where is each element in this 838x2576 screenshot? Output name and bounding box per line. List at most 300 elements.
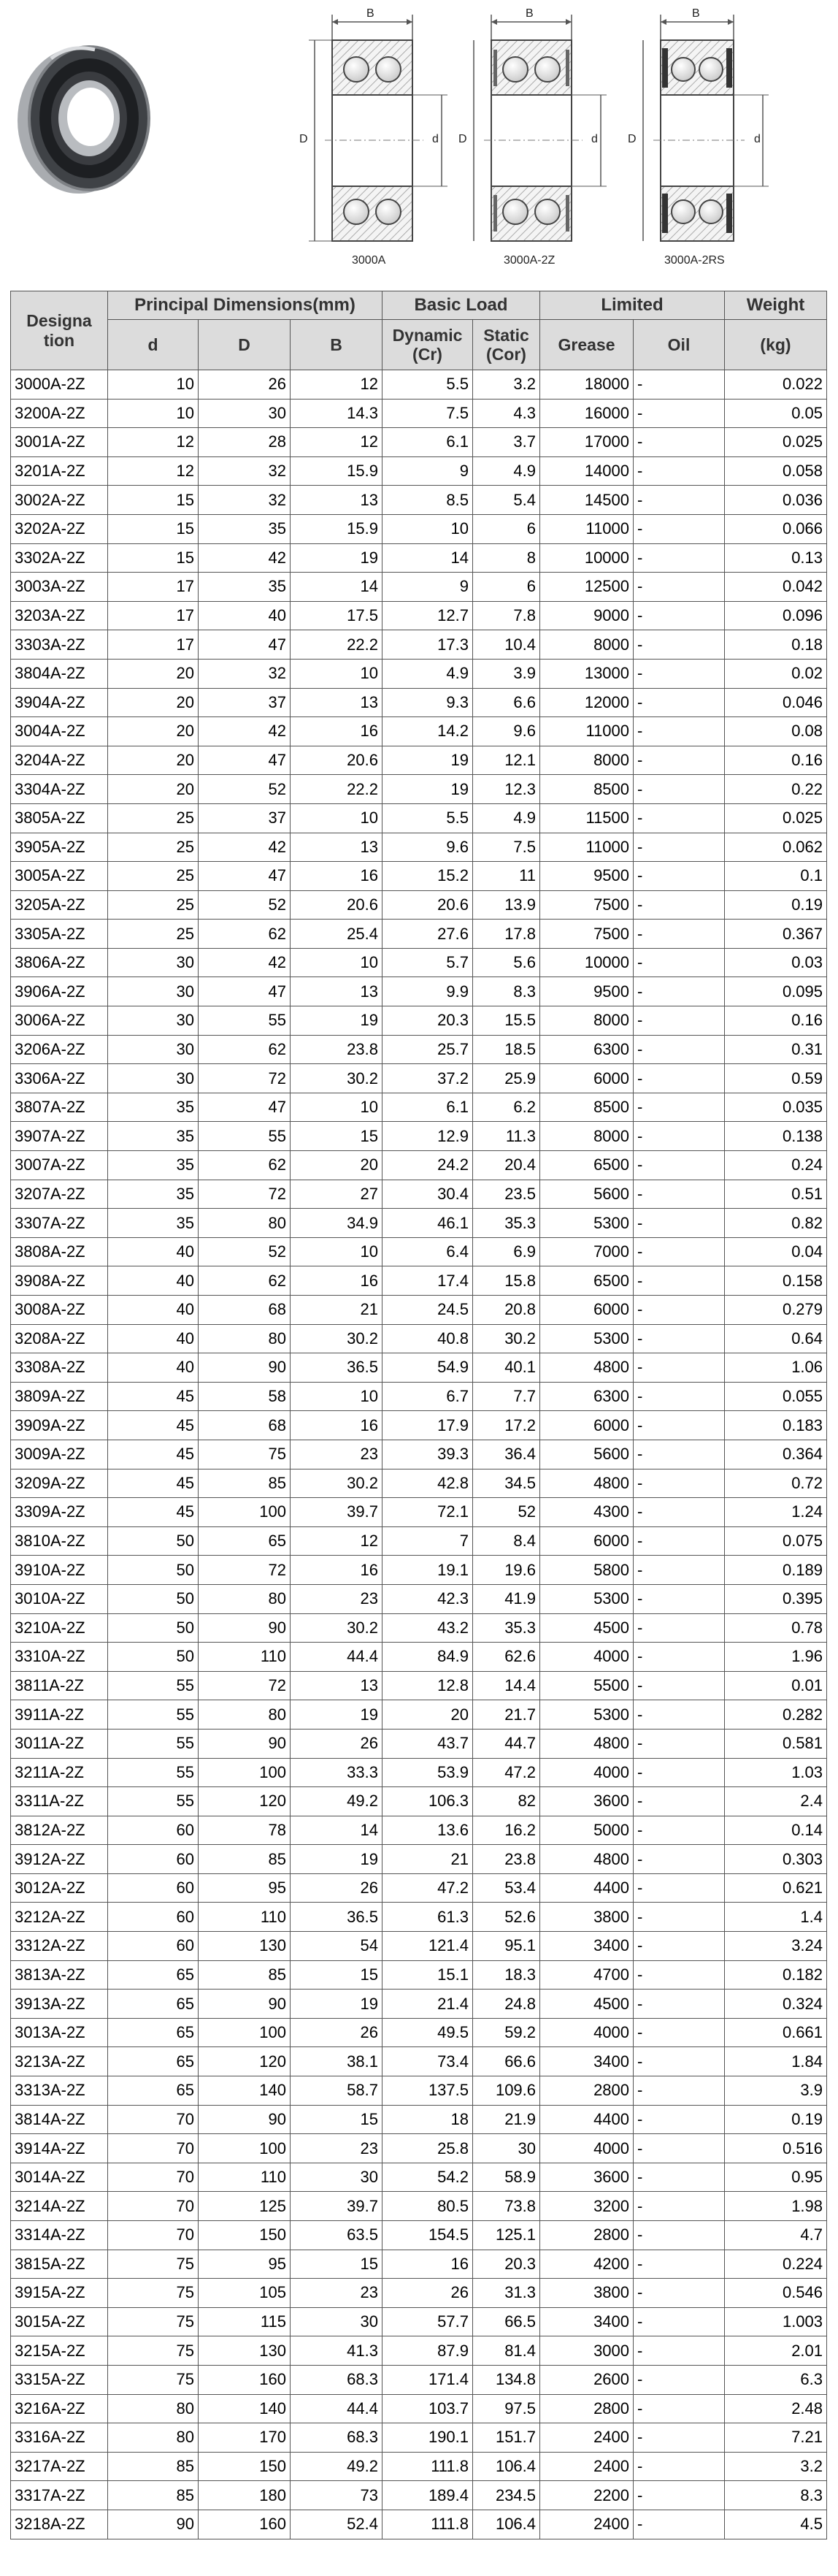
- cell-static: 25.9: [473, 1064, 540, 1093]
- cell-dynamic: 80.5: [383, 2192, 473, 2221]
- cell-weight: 0.16: [725, 746, 827, 775]
- cell-D: 100: [199, 2018, 291, 2047]
- cell-weight: 0.367: [725, 920, 827, 949]
- cell-static: 66.6: [473, 2047, 540, 2076]
- cell-D: 68: [199, 1411, 291, 1440]
- cell-d: 70: [108, 2192, 199, 2221]
- cell-grease: 3200: [540, 2192, 634, 2221]
- cell-static: 18.5: [473, 1035, 540, 1064]
- cell-d: 40: [108, 1266, 199, 1296]
- cell-designation: 3312A-2Z: [11, 1932, 108, 1961]
- cell-dynamic: 106.3: [383, 1787, 473, 1816]
- cell-oil: -: [634, 2452, 725, 2481]
- cell-static: 4.9: [473, 456, 540, 486]
- cell-dynamic: 21.4: [383, 1990, 473, 2019]
- cell-static: 53.4: [473, 1873, 540, 1903]
- bearing-illustration: [0, 0, 838, 288]
- cell-dynamic: 24.5: [383, 1296, 473, 1325]
- cell-weight: 0.096: [725, 601, 827, 630]
- cell-designation: 3809A-2Z: [11, 1382, 108, 1411]
- cell-designation: 3913A-2Z: [11, 1990, 108, 2019]
- cell-D: 160: [199, 2365, 291, 2394]
- cell-static: 11: [473, 862, 540, 891]
- cell-dynamic: 30.4: [383, 1180, 473, 1209]
- cell-designation: 3806A-2Z: [11, 948, 108, 977]
- cell-oil: -: [634, 1556, 725, 1585]
- cell-designation: 3010A-2Z: [11, 1584, 108, 1613]
- table-row: [11, 514, 827, 543]
- cell-B: 52.4: [291, 2510, 383, 2539]
- cell-oil: -: [634, 1671, 725, 1700]
- cell-oil: -: [634, 370, 725, 400]
- cell-B: 34.9: [291, 1209, 383, 1238]
- cell-grease: 5500: [540, 1671, 634, 1700]
- cell-designation: 3003A-2Z: [11, 573, 108, 602]
- table-row: [11, 1469, 827, 1498]
- cell-d: 55: [108, 1758, 199, 1787]
- cell-dynamic: 54.9: [383, 1353, 473, 1383]
- cell-D: 47: [199, 746, 291, 775]
- cell-weight: 0.058: [725, 456, 827, 486]
- cell-weight: 1.4: [725, 1903, 827, 1932]
- cell-d: 50: [108, 1584, 199, 1613]
- cell-oil: -: [634, 1006, 725, 1036]
- cell-oil: -: [634, 2192, 725, 2221]
- cell-weight: 0.025: [725, 428, 827, 457]
- cell-D: 85: [199, 1845, 291, 1874]
- cell-D: 78: [199, 1816, 291, 1845]
- cell-oil: -: [634, 2394, 725, 2423]
- cell-grease: 6300: [540, 1382, 634, 1411]
- cell-weight: 0.364: [725, 1440, 827, 1469]
- header-weight: Weight: [725, 291, 827, 320]
- cell-B: 38.1: [291, 2047, 383, 2076]
- cell-grease: 3800: [540, 1903, 634, 1932]
- table-row: [11, 1729, 827, 1758]
- cell-grease: 3600: [540, 2163, 634, 2192]
- cell-dynamic: 19.1: [383, 1556, 473, 1585]
- cell-designation: 3206A-2Z: [11, 1035, 108, 1064]
- cell-designation: 3815A-2Z: [11, 2250, 108, 2279]
- cell-static: 30: [473, 2134, 540, 2163]
- cell-B: 10: [291, 1382, 383, 1411]
- cell-weight: 4.7: [725, 2221, 827, 2250]
- cell-oil: -: [634, 659, 725, 688]
- cell-weight: 0.51: [725, 1180, 827, 1209]
- cell-dynamic: 16: [383, 2250, 473, 2279]
- cell-grease: 2600: [540, 2365, 634, 2394]
- cell-grease: 6300: [540, 1035, 634, 1064]
- table-row: [11, 1498, 827, 1527]
- cell-B: 58.7: [291, 2076, 383, 2106]
- cell-oil: -: [634, 1584, 725, 1613]
- table-row: [11, 370, 827, 400]
- table-row: [11, 1643, 827, 1672]
- cell-static: 234.5: [473, 2481, 540, 2510]
- dim-label-B: B: [526, 7, 534, 20]
- cell-oil: -: [634, 833, 725, 862]
- table-row: [11, 2394, 827, 2423]
- cell-oil: -: [634, 573, 725, 602]
- cell-static: 18.3: [473, 1960, 540, 1990]
- table-row: [11, 659, 827, 688]
- cell-grease: 4400: [540, 2105, 634, 2134]
- table-row: [11, 977, 827, 1006]
- cell-weight: 0.82: [725, 1209, 827, 1238]
- cell-B: 16: [291, 862, 383, 891]
- cell-dynamic: 12.7: [383, 601, 473, 630]
- cell-designation: 3316A-2Z: [11, 2423, 108, 2453]
- cell-grease: 11000: [540, 833, 634, 862]
- cell-static: 134.8: [473, 2365, 540, 2394]
- cell-B: 36.5: [291, 1353, 383, 1383]
- cell-D: 95: [199, 1873, 291, 1903]
- cell-B: 22.2: [291, 630, 383, 660]
- cell-designation: 3309A-2Z: [11, 1498, 108, 1527]
- cell-designation: 3013A-2Z: [11, 2018, 108, 2047]
- header-grease: Grease: [540, 320, 634, 370]
- cell-oil: -: [634, 2250, 725, 2279]
- cell-B: 12: [291, 1526, 383, 1556]
- cell-weight: 0.31: [725, 1035, 827, 1064]
- table-row: [11, 2279, 827, 2308]
- cell-B: 63.5: [291, 2221, 383, 2250]
- cell-D: 42: [199, 717, 291, 746]
- cell-dynamic: 42.8: [383, 1469, 473, 1498]
- cell-d: 60: [108, 1932, 199, 1961]
- table-row: [11, 428, 827, 457]
- cell-oil: -: [634, 1613, 725, 1643]
- cell-oil: -: [634, 890, 725, 920]
- cell-static: 109.6: [473, 2076, 540, 2106]
- cell-B: 54: [291, 1932, 383, 1961]
- cell-B: 73: [291, 2481, 383, 2510]
- cell-B: 23.8: [291, 1035, 383, 1064]
- cell-dynamic: 6.4: [383, 1237, 473, 1266]
- cell-B: 25.4: [291, 920, 383, 949]
- cell-d: 20: [108, 688, 199, 717]
- cell-d: 85: [108, 2481, 199, 2510]
- cell-grease: 4000: [540, 1758, 634, 1787]
- cell-D: 72: [199, 1671, 291, 1700]
- cell-D: 62: [199, 1266, 291, 1296]
- cell-grease: 6000: [540, 1064, 634, 1093]
- cell-d: 65: [108, 1960, 199, 1990]
- cell-B: 13: [291, 688, 383, 717]
- cell-dynamic: 154.5: [383, 2221, 473, 2250]
- cell-dynamic: 171.4: [383, 2365, 473, 2394]
- cell-static: 3.2: [473, 370, 540, 400]
- cell-d: 20: [108, 659, 199, 688]
- cell-B: 23: [291, 1440, 383, 1469]
- cell-grease: 4200: [540, 2250, 634, 2279]
- cell-d: 25: [108, 803, 199, 833]
- cell-D: 62: [199, 920, 291, 949]
- cell-designation: 3912A-2Z: [11, 1845, 108, 1874]
- cell-grease: 2400: [540, 2452, 634, 2481]
- cell-oil: -: [634, 2365, 725, 2394]
- cell-weight: 0.183: [725, 1411, 827, 1440]
- dim-label-D: D: [458, 133, 467, 145]
- cell-grease: 10000: [540, 948, 634, 977]
- cell-grease: 4000: [540, 2018, 634, 2047]
- cell-designation: 3203A-2Z: [11, 601, 108, 630]
- cell-D: 32: [199, 456, 291, 486]
- cell-dynamic: 46.1: [383, 1209, 473, 1238]
- cell-D: 90: [199, 2105, 291, 2134]
- cell-designation: 3212A-2Z: [11, 1903, 108, 1932]
- cell-B: 44.4: [291, 2394, 383, 2423]
- cell-d: 55: [108, 1729, 199, 1758]
- cell-B: 15: [291, 1960, 383, 1990]
- cell-dynamic: 121.4: [383, 1932, 473, 1961]
- table-row: [11, 1064, 827, 1093]
- dim-label-D: D: [299, 133, 308, 145]
- cell-grease: 7500: [540, 920, 634, 949]
- table-row: [11, 1180, 827, 1209]
- cell-designation: 3216A-2Z: [11, 2394, 108, 2423]
- cell-D: 120: [199, 2047, 291, 2076]
- table-row: [11, 688, 827, 717]
- cell-oil: -: [634, 543, 725, 573]
- table-row: [11, 1440, 827, 1469]
- cell-B: 12: [291, 428, 383, 457]
- cell-D: 80: [199, 1324, 291, 1353]
- cell-grease: 9500: [540, 977, 634, 1006]
- cell-d: 25: [108, 920, 199, 949]
- cell-static: 23.5: [473, 1180, 540, 1209]
- cell-B: 13: [291, 486, 383, 515]
- cell-d: 55: [108, 1671, 199, 1700]
- cell-B: 16: [291, 1266, 383, 1296]
- cell-D: 80: [199, 1700, 291, 1730]
- cell-designation: 3002A-2Z: [11, 486, 108, 515]
- cell-grease: 3600: [540, 1787, 634, 1816]
- cell-d: 30: [108, 1035, 199, 1064]
- drawing-caption: 3000A-2RS: [664, 254, 725, 267]
- cell-oil: -: [634, 1093, 725, 1122]
- cell-dynamic: 6.1: [383, 428, 473, 457]
- cell-weight: 0.042: [725, 573, 827, 602]
- cell-designation: 3215A-2Z: [11, 2336, 108, 2366]
- cell-weight: 0.03: [725, 948, 827, 977]
- cell-grease: 8500: [540, 1093, 634, 1122]
- cell-grease: 5000: [540, 1816, 634, 1845]
- table-row: [11, 2423, 827, 2453]
- cell-dynamic: 25.8: [383, 2134, 473, 2163]
- cell-grease: 4500: [540, 1990, 634, 2019]
- cell-grease: 16000: [540, 399, 634, 428]
- header-principal-dimensions: Principal Dimensions(mm): [108, 291, 383, 320]
- cell-grease: 4700: [540, 1960, 634, 1990]
- cell-dynamic: 5.5: [383, 370, 473, 400]
- cell-static: 6.9: [473, 1237, 540, 1266]
- cell-oil: -: [634, 1411, 725, 1440]
- bearing-figure: [0, 0, 838, 288]
- cell-designation: 3906A-2Z: [11, 977, 108, 1006]
- cell-B: 14: [291, 1816, 383, 1845]
- cell-designation: 3909A-2Z: [11, 1411, 108, 1440]
- cell-oil: -: [634, 2481, 725, 2510]
- cell-oil: -: [634, 1845, 725, 1874]
- cell-oil: -: [634, 1932, 725, 1961]
- cell-d: 60: [108, 1873, 199, 1903]
- cell-weight: 8.3: [725, 2481, 827, 2510]
- cell-static: 52: [473, 1498, 540, 1527]
- cell-weight: 0.022: [725, 370, 827, 400]
- cell-static: 15.5: [473, 1006, 540, 1036]
- cell-B: 30.2: [291, 1064, 383, 1093]
- cell-B: 16: [291, 1411, 383, 1440]
- cell-d: 60: [108, 1816, 199, 1845]
- cell-dynamic: 9.9: [383, 977, 473, 1006]
- cell-d: 65: [108, 2047, 199, 2076]
- table-row: [11, 1151, 827, 1180]
- cell-oil: -: [634, 920, 725, 949]
- cell-oil: -: [634, 2221, 725, 2250]
- cell-d: 70: [108, 2105, 199, 2134]
- cell-designation: 3304A-2Z: [11, 775, 108, 804]
- cell-designation: 3907A-2Z: [11, 1122, 108, 1151]
- cell-D: 80: [199, 1584, 291, 1613]
- cell-dynamic: 17.4: [383, 1266, 473, 1296]
- drawing-caption: 3000A-2Z: [504, 254, 556, 267]
- cell-D: 52: [199, 890, 291, 920]
- cell-weight: 1.03: [725, 1758, 827, 1787]
- cell-D: 125: [199, 2192, 291, 2221]
- cell-weight: 0.72: [725, 1469, 827, 1498]
- cell-D: 37: [199, 688, 291, 717]
- cell-d: 40: [108, 1237, 199, 1266]
- cell-D: 62: [199, 1035, 291, 1064]
- cell-D: 47: [199, 1093, 291, 1122]
- cell-D: 55: [199, 1006, 291, 1036]
- table-row: [11, 717, 827, 746]
- cell-d: 12: [108, 428, 199, 457]
- cell-designation: 3217A-2Z: [11, 2452, 108, 2481]
- cell-designation: 3314A-2Z: [11, 2221, 108, 2250]
- cell-dynamic: 25.7: [383, 1035, 473, 1064]
- cell-oil: -: [634, 1237, 725, 1266]
- cell-B: 30.2: [291, 1613, 383, 1643]
- cell-grease: 5300: [540, 1209, 634, 1238]
- cell-static: 12.3: [473, 775, 540, 804]
- cell-grease: 8000: [540, 746, 634, 775]
- drawing-3000A-2Z: [474, 15, 607, 241]
- cell-B: 39.7: [291, 2192, 383, 2221]
- cell-d: 20: [108, 775, 199, 804]
- cell-oil: -: [634, 601, 725, 630]
- cell-grease: 3400: [540, 1932, 634, 1961]
- cell-static: 40.1: [473, 1353, 540, 1383]
- cell-designation: 3210A-2Z: [11, 1613, 108, 1643]
- cell-dynamic: 7: [383, 1526, 473, 1556]
- cell-grease: 7000: [540, 1237, 634, 1266]
- cell-B: 20.6: [291, 746, 383, 775]
- cell-static: 52.6: [473, 1903, 540, 1932]
- cell-static: 4.3: [473, 399, 540, 428]
- cell-d: 17: [108, 573, 199, 602]
- bearing-photo: [18, 47, 149, 194]
- cell-B: 21: [291, 1296, 383, 1325]
- table-row: [11, 746, 827, 775]
- cell-designation: 3908A-2Z: [11, 1266, 108, 1296]
- cell-weight: 0.182: [725, 1960, 827, 1990]
- cell-B: 30.2: [291, 1469, 383, 1498]
- cell-static: 73.8: [473, 2192, 540, 2221]
- table-row: [11, 2481, 827, 2510]
- cell-weight: 1.98: [725, 2192, 827, 2221]
- drawing-3000A-2RS: [643, 15, 769, 241]
- cell-grease: 2400: [540, 2423, 634, 2453]
- cell-D: 47: [199, 862, 291, 891]
- cell-D: 80: [199, 1209, 291, 1238]
- cell-D: 90: [199, 1353, 291, 1383]
- cell-B: 15.9: [291, 456, 383, 486]
- cell-designation: 3307A-2Z: [11, 1209, 108, 1238]
- cell-grease: 3000: [540, 2336, 634, 2366]
- cell-designation: 3205A-2Z: [11, 890, 108, 920]
- cell-designation: 3807A-2Z: [11, 1093, 108, 1122]
- cell-weight: 1.06: [725, 1353, 827, 1383]
- table-row: [11, 1613, 827, 1643]
- cell-D: 35: [199, 514, 291, 543]
- table-row: [11, 1556, 827, 1585]
- cell-d: 60: [108, 1845, 199, 1874]
- cell-d: 35: [108, 1093, 199, 1122]
- cell-dynamic: 72.1: [383, 1498, 473, 1527]
- cell-D: 32: [199, 486, 291, 515]
- header-B: B: [291, 320, 383, 370]
- cell-d: 75: [108, 2307, 199, 2336]
- cell-D: 72: [199, 1180, 291, 1209]
- cell-grease: 2400: [540, 2510, 634, 2539]
- cell-D: 150: [199, 2452, 291, 2481]
- cell-designation: 3011A-2Z: [11, 1729, 108, 1758]
- cell-designation: 3007A-2Z: [11, 1151, 108, 1180]
- cell-d: 35: [108, 1122, 199, 1151]
- cell-D: 100: [199, 2134, 291, 2163]
- cell-B: 19: [291, 543, 383, 573]
- cell-weight: 2.01: [725, 2336, 827, 2366]
- cell-static: 82: [473, 1787, 540, 1816]
- table-row: [11, 1787, 827, 1816]
- cell-D: 52: [199, 775, 291, 804]
- cell-d: 30: [108, 948, 199, 977]
- cell-weight: 0.036: [725, 486, 827, 515]
- cell-designation: 3317A-2Z: [11, 2481, 108, 2510]
- cell-D: 58: [199, 1382, 291, 1411]
- cell-grease: 2800: [540, 2221, 634, 2250]
- table-row: [11, 456, 827, 486]
- cell-dynamic: 14: [383, 543, 473, 573]
- cell-oil: -: [634, 514, 725, 543]
- cell-D: 180: [199, 2481, 291, 2510]
- cell-B: 12: [291, 370, 383, 400]
- table-row: [11, 1990, 827, 2019]
- cell-B: 17.5: [291, 601, 383, 630]
- cell-dynamic: 137.5: [383, 2076, 473, 2106]
- cell-oil: -: [634, 1440, 725, 1469]
- cell-d: 30: [108, 1006, 199, 1036]
- table-row: [11, 2105, 827, 2134]
- cell-d: 55: [108, 1700, 199, 1730]
- cell-oil: -: [634, 1990, 725, 2019]
- table-row: [11, 1526, 827, 1556]
- cell-D: 75: [199, 1440, 291, 1469]
- header-d: d: [108, 320, 199, 370]
- header-kg: (kg): [725, 320, 827, 370]
